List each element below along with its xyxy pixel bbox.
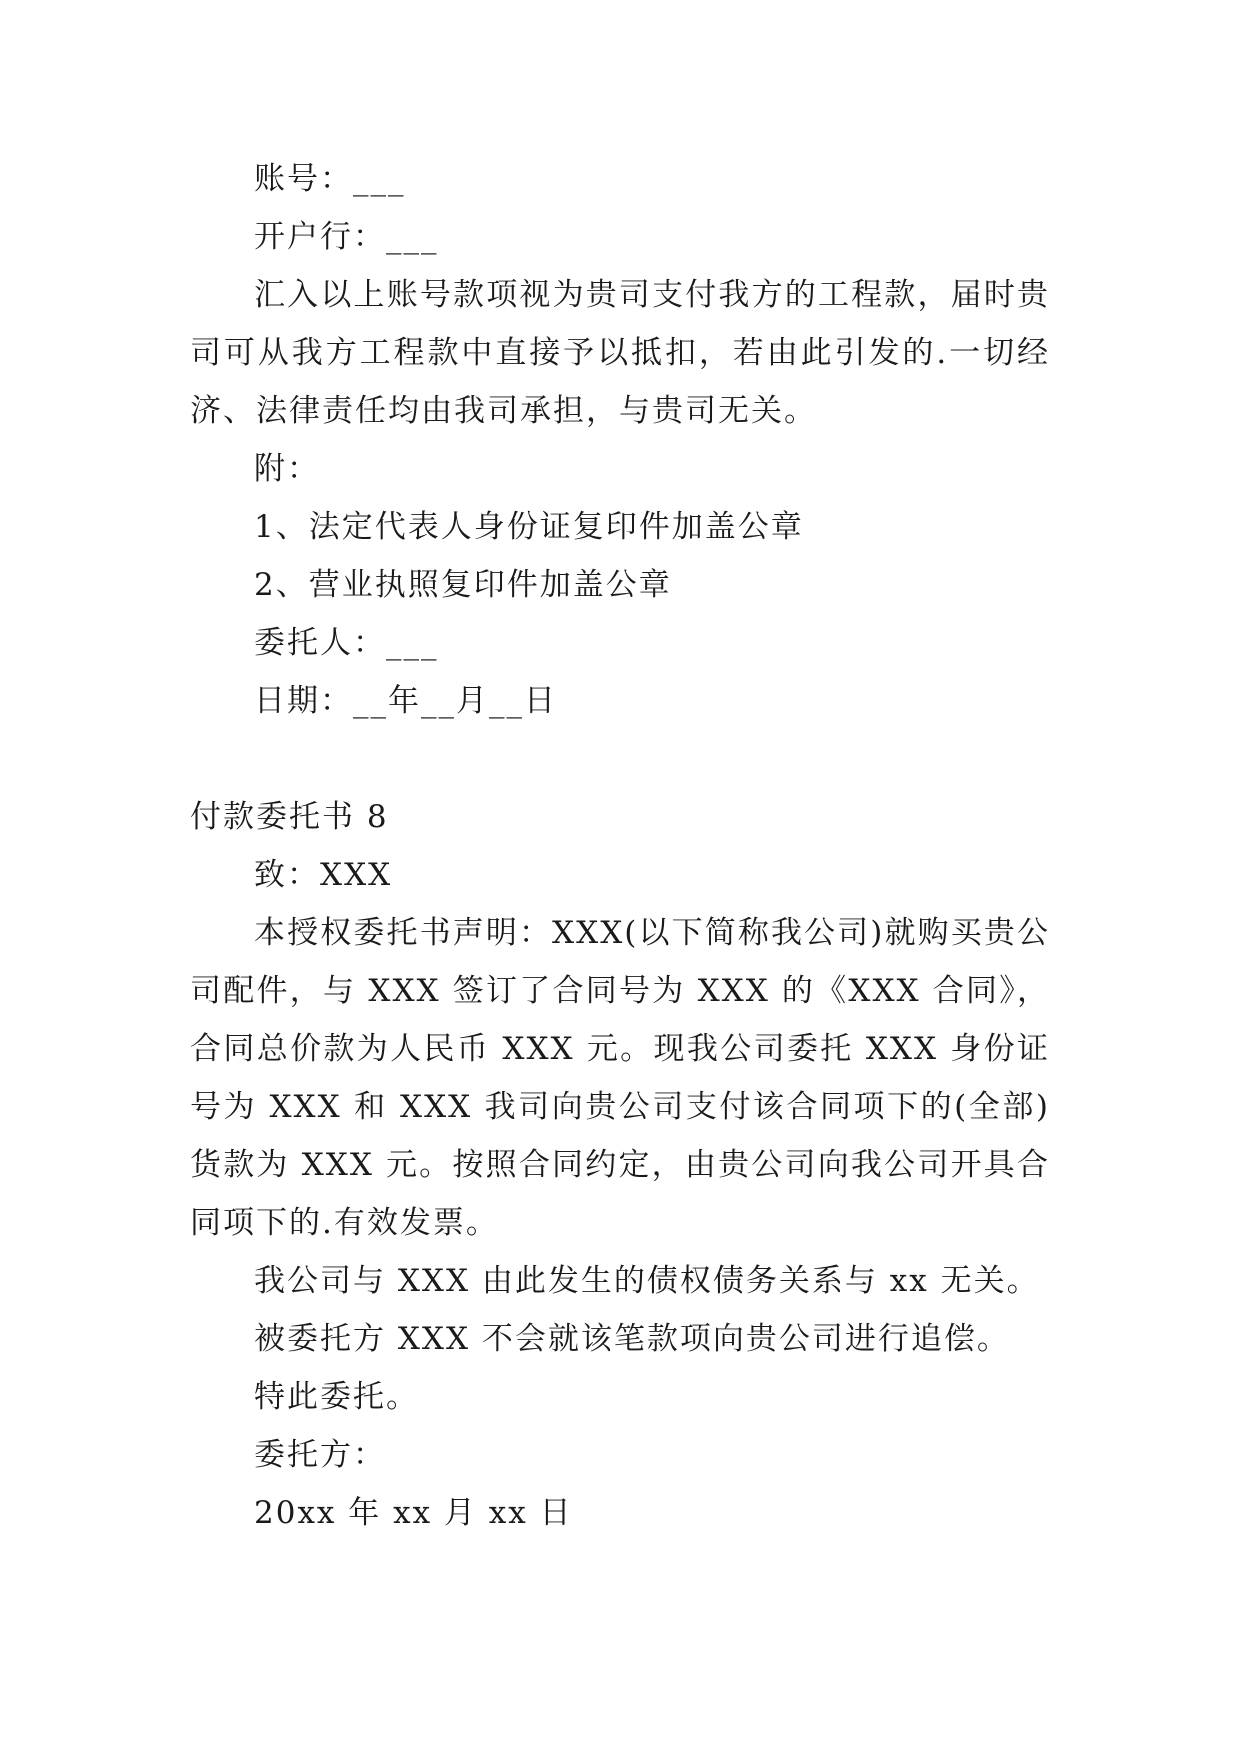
relation-statement: 我公司与 XXX 由此发生的债权债务关系与 xx 无关。	[254, 1263, 1040, 1299]
document-title: 付款委托书 8	[190, 799, 389, 835]
closing-line: 特此委托。	[254, 1379, 419, 1415]
payment-authorization-section	[190, 788, 1050, 1542]
attachment-item-1: 1、法定代表人身份证复印件加盖公章	[254, 509, 804, 545]
liability-statement: 汇入以上账号款项视为贵司支付我方的工程款，届时贵司可从我方工程款中直接予以抵扣，若由此引发的.一切经济、法律责任均由我司承担，与贵司无关。	[190, 277, 1050, 429]
signature-date-line: 20xx 年 xx 月 xx 日	[254, 1495, 573, 1531]
no-recourse-statement: 被委托方 XXX 不会就该笔款项向贵公司进行追偿。	[254, 1321, 1010, 1357]
principal-signature-line: 委托方：	[254, 1437, 386, 1473]
document-page	[190, 150, 1050, 1542]
attachment-label: 附：	[254, 451, 320, 487]
addressee-line: 致：XXX	[254, 857, 393, 893]
account-line: 账号：___	[254, 161, 406, 197]
attachment-item-2: 2、营业执照复印件加盖公章	[254, 567, 672, 603]
payment-instructions-section	[190, 150, 1050, 730]
declaration-paragraph: 本授权委托书声明：XXX(以下简称我公司)就购买贵公司配件，与 XXX 签订了合同号为 XXX 的《XXX 合同》，合同总价款为人民币 XXX 元。现我公司委托 XXX 身份证号为 XXX 和 XXX 我司向贵公司支付该合同项下的(全部)货款为 XXX 元。按照合同约定，由贵公司向我公司开具合同项下的.有效发票。	[190, 915, 1050, 1241]
date-line: 日期：__年__月__日	[254, 683, 557, 719]
bank-line: 开户行：___	[254, 219, 439, 255]
principal-line: 委托人：___	[254, 625, 439, 661]
